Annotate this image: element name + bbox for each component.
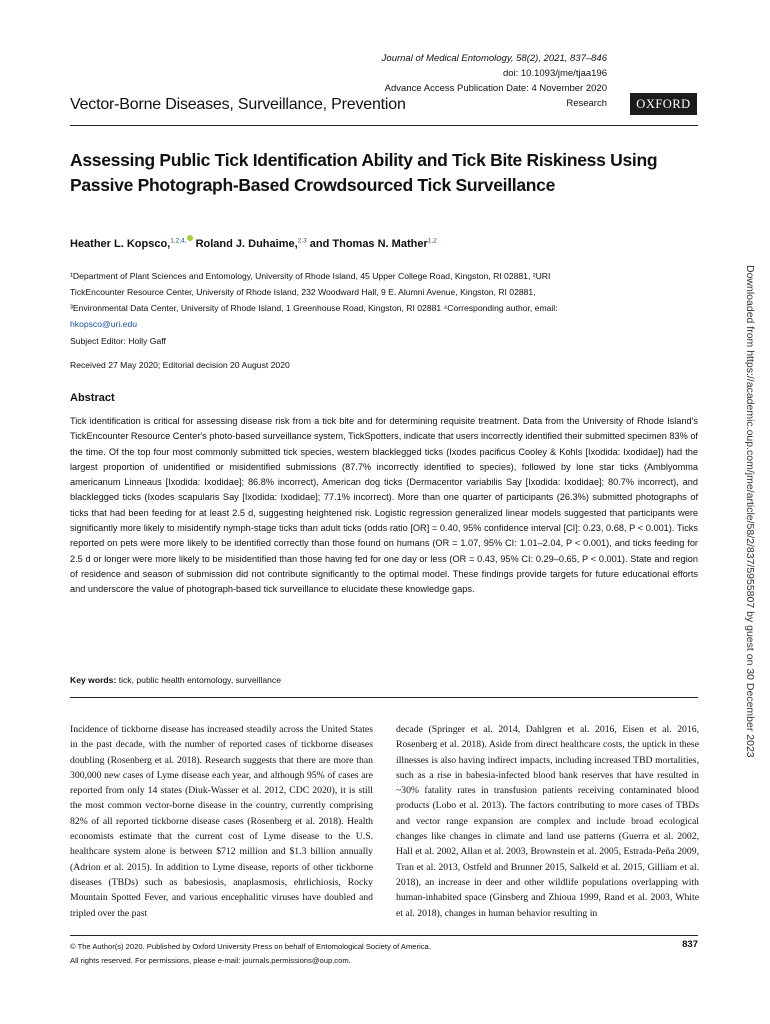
- abstract-divider: [70, 697, 698, 698]
- permissions-line: All rights reserved. For permissions, please e-mail: journals.permissions@oup.com.: [70, 956, 351, 965]
- author-name: Roland J. Duhaime,: [195, 238, 298, 250]
- author-name: Heather L. Kopsco,: [70, 238, 171, 250]
- abstract-heading: Abstract: [70, 392, 115, 404]
- body-column-right: [396, 722, 699, 921]
- download-note: Downloaded from https://academic.oup.com/jme/article/58/2/837/5955807 by guest on 30 December 2023: [744, 265, 756, 758]
- body-paragraph: decade (Springer et al. 2014, Dahlgren et al. 2016, Eisen et al. 2016, Rosenberg et al. 2018). Aside from direct healthcare costs, the uptick in these illnesses is also having indirect impacts, including increased TBD mortalities, such as a rise in babesia-infected blood bank reserves that have resulted in ~30% fatality rates in transfusion patients receiving contaminated blood products (Lobo et al. 2013). The factors contributing to more cases of TBDs and vector range expansion are complex and include broad ecological changes like changes in climate and land use patterns (Guerra et al. 2002, Hall et al. 2002, Allan et al. 2003, Brownstein et al. 2005, Estrada-Peña 2009, Tran et al. 2013, Ostfeld and Brunner 2015, Salkeld et al. 2015, Gilliam et al. 2018), an increase in deer and other wildlife populations overlapping with human-inhabited space (Ginsberg and Zhioua 1999, Rand et al. 2003, White et al. 2018), changes in human behavior resulting in: [396, 724, 699, 919]
- author-name: and Thomas N. Mather: [309, 238, 428, 250]
- article-title: Assessing Public Tick Identification Ability and Tick Bite Riskiness Using Passive Photograph-Based Crowdsourced Tick Surveillance: [70, 150, 658, 195]
- journal-header: [382, 51, 607, 111]
- affiliation-line: TickEncounter Resource Center, University of Rhode Island, 232 Woodward Hall, 9 E. Alumni Avenue, Kingston, RI 02881,: [70, 287, 536, 297]
- received-dates: Received 27 May 2020; Editorial decision 20 August 2020: [70, 360, 290, 370]
- advance-access-date: Advance Access Publication Date: 4 November 2020: [384, 83, 607, 94]
- article-type: Research: [566, 98, 607, 109]
- journal-section: Vector-Borne Diseases, Surveillance, Prevention: [70, 96, 406, 113]
- subject-editor: Subject Editor: Holly Gaff: [70, 336, 166, 346]
- header-divider: [70, 125, 698, 126]
- author-affiliation-marks: 1,2: [427, 237, 437, 245]
- keywords-list: tick, public health entomology, surveillance: [116, 675, 281, 685]
- author-affiliation-marks: 1,2,4,: [170, 237, 187, 245]
- abstract-text: Tick identification is critical for assessing disease risk from a tick bite and for determining requisite treatment. Data from the University of Rhode Island's TickEncounter Resource Center's photo-based surveillance system, TickSpotters, indicate that users incorrectly identified their submitted specimen 83% of the time. Of the top four most commonly submitted tick species, western blacklegged ticks (Ixodes pacificus Cooley & Kohls [Ixodida: Ixodidae]) had the largest proportion of unidentified or misidentified submissions (87.7% incorrectly identified to species), followed by lone star ticks (Amblyomma americanum Linneaus [Ixodida: Ixodidae]; 86.8% incorrect), American dog ticks (Dermacentor variabilis Say [Ixodida: Ixodidae]; 80.7% incorrect), and blacklegged ticks (Ixodes scapularis Say [Ixodida: Ixodidae]; 77.1% incorrect). More than one quarter of participants (26.3%) submitted photographs of ticks that had been feeding for at least 2.5 d, suggesting heightened risk. Logistic regression generalized linear models suggested that participants were significantly more likely to misidentify nymph-stage ticks than adult ticks (odds ratio [OR] = 0.40, 95% confidence interval [CI]: 0.23, 0.68, P < 0.001). Ticks reported on pets were more likely to be identified correctly than those found on humans (OR = 1.07, 95% CI: 1.01–2.04, P < 0.001), and ticks feeding for 2.5 d or longer were more likely to be misidentified than those having fed for one day or less (OR = 0.43, 95% CI: 0.29–0.65, P < 0.001). State and region of residence and season of submission did not contribute significantly to the optimal model. These findings provide targets for future educational efforts and underscore the value of photograph-based tick surveillance to elucidate these knowledge gaps.: [70, 416, 698, 595]
- oxford-logo: OXFORD: [630, 93, 697, 115]
- body-column-left: [70, 722, 373, 921]
- affiliation-line: ³Environmental Data Center, University of Rhode Island, 1 Greenhouse Road, Kingston, RI 02881 ⁴Corresponding author, email:: [70, 303, 558, 313]
- download-watermark: [742, 265, 756, 785]
- footer-divider: [70, 935, 698, 936]
- copyright-line: © The Author(s) 2020. Published by Oxford University Press on behalf of Entomological Society of America.: [70, 942, 431, 951]
- keywords-label: Key words:: [70, 675, 117, 685]
- copyright-notice: [70, 940, 590, 968]
- journal-citation: Journal of Medical Entomology, 58(2), 2021, 837–846: [381, 53, 607, 64]
- email-link[interactable]: hkopsco@uri.edu: [70, 319, 138, 329]
- keywords: [70, 675, 281, 685]
- page-number: 837: [682, 939, 698, 950]
- author-list: [70, 235, 437, 250]
- body-paragraph: Incidence of tickborne disease has increased steadily across the United States in the past decade, with the number of reported cases of tickborne diseases doubling (Rosenberg et al. 2018). Research suggests that there are more than 300,000 new cases of Lyme disease each year, and although 95% of cases are reported from only 14 states (Diuk-Wasser et al. 2012, CDC 2020), it is still the most common vector-borne disease in the country, currently comprising 82% of all reported tickborne disease cases (Rosenberg et al. 2018). Health economists estimate that the current cost of Lyme disease to the U.S. healthcare system alone is between $712 million and $1.3 billion annually (Adrion et al. 2015). In addition to Lyme disease, reports of other tickborne diseases (TBDs) such as babesiosis, anaplasmosis, ehrlichiosis, Rocky Mountain Spotted Fever, and various encephalitic viruses have doubled and tripled over the past: [70, 724, 373, 919]
- doi[interactable]: doi: 10.1093/jme/tjaa196: [502, 68, 607, 79]
- author-affiliation-marks: 2,3: [297, 237, 307, 245]
- affiliation-line: ¹Department of Plant Sciences and Entomology, University of Rhode Island, 45 Upper College Road, Kingston, RI 02881, ²URI: [70, 271, 551, 281]
- orcid-icon[interactable]: [187, 235, 193, 241]
- affiliations: [70, 268, 615, 332]
